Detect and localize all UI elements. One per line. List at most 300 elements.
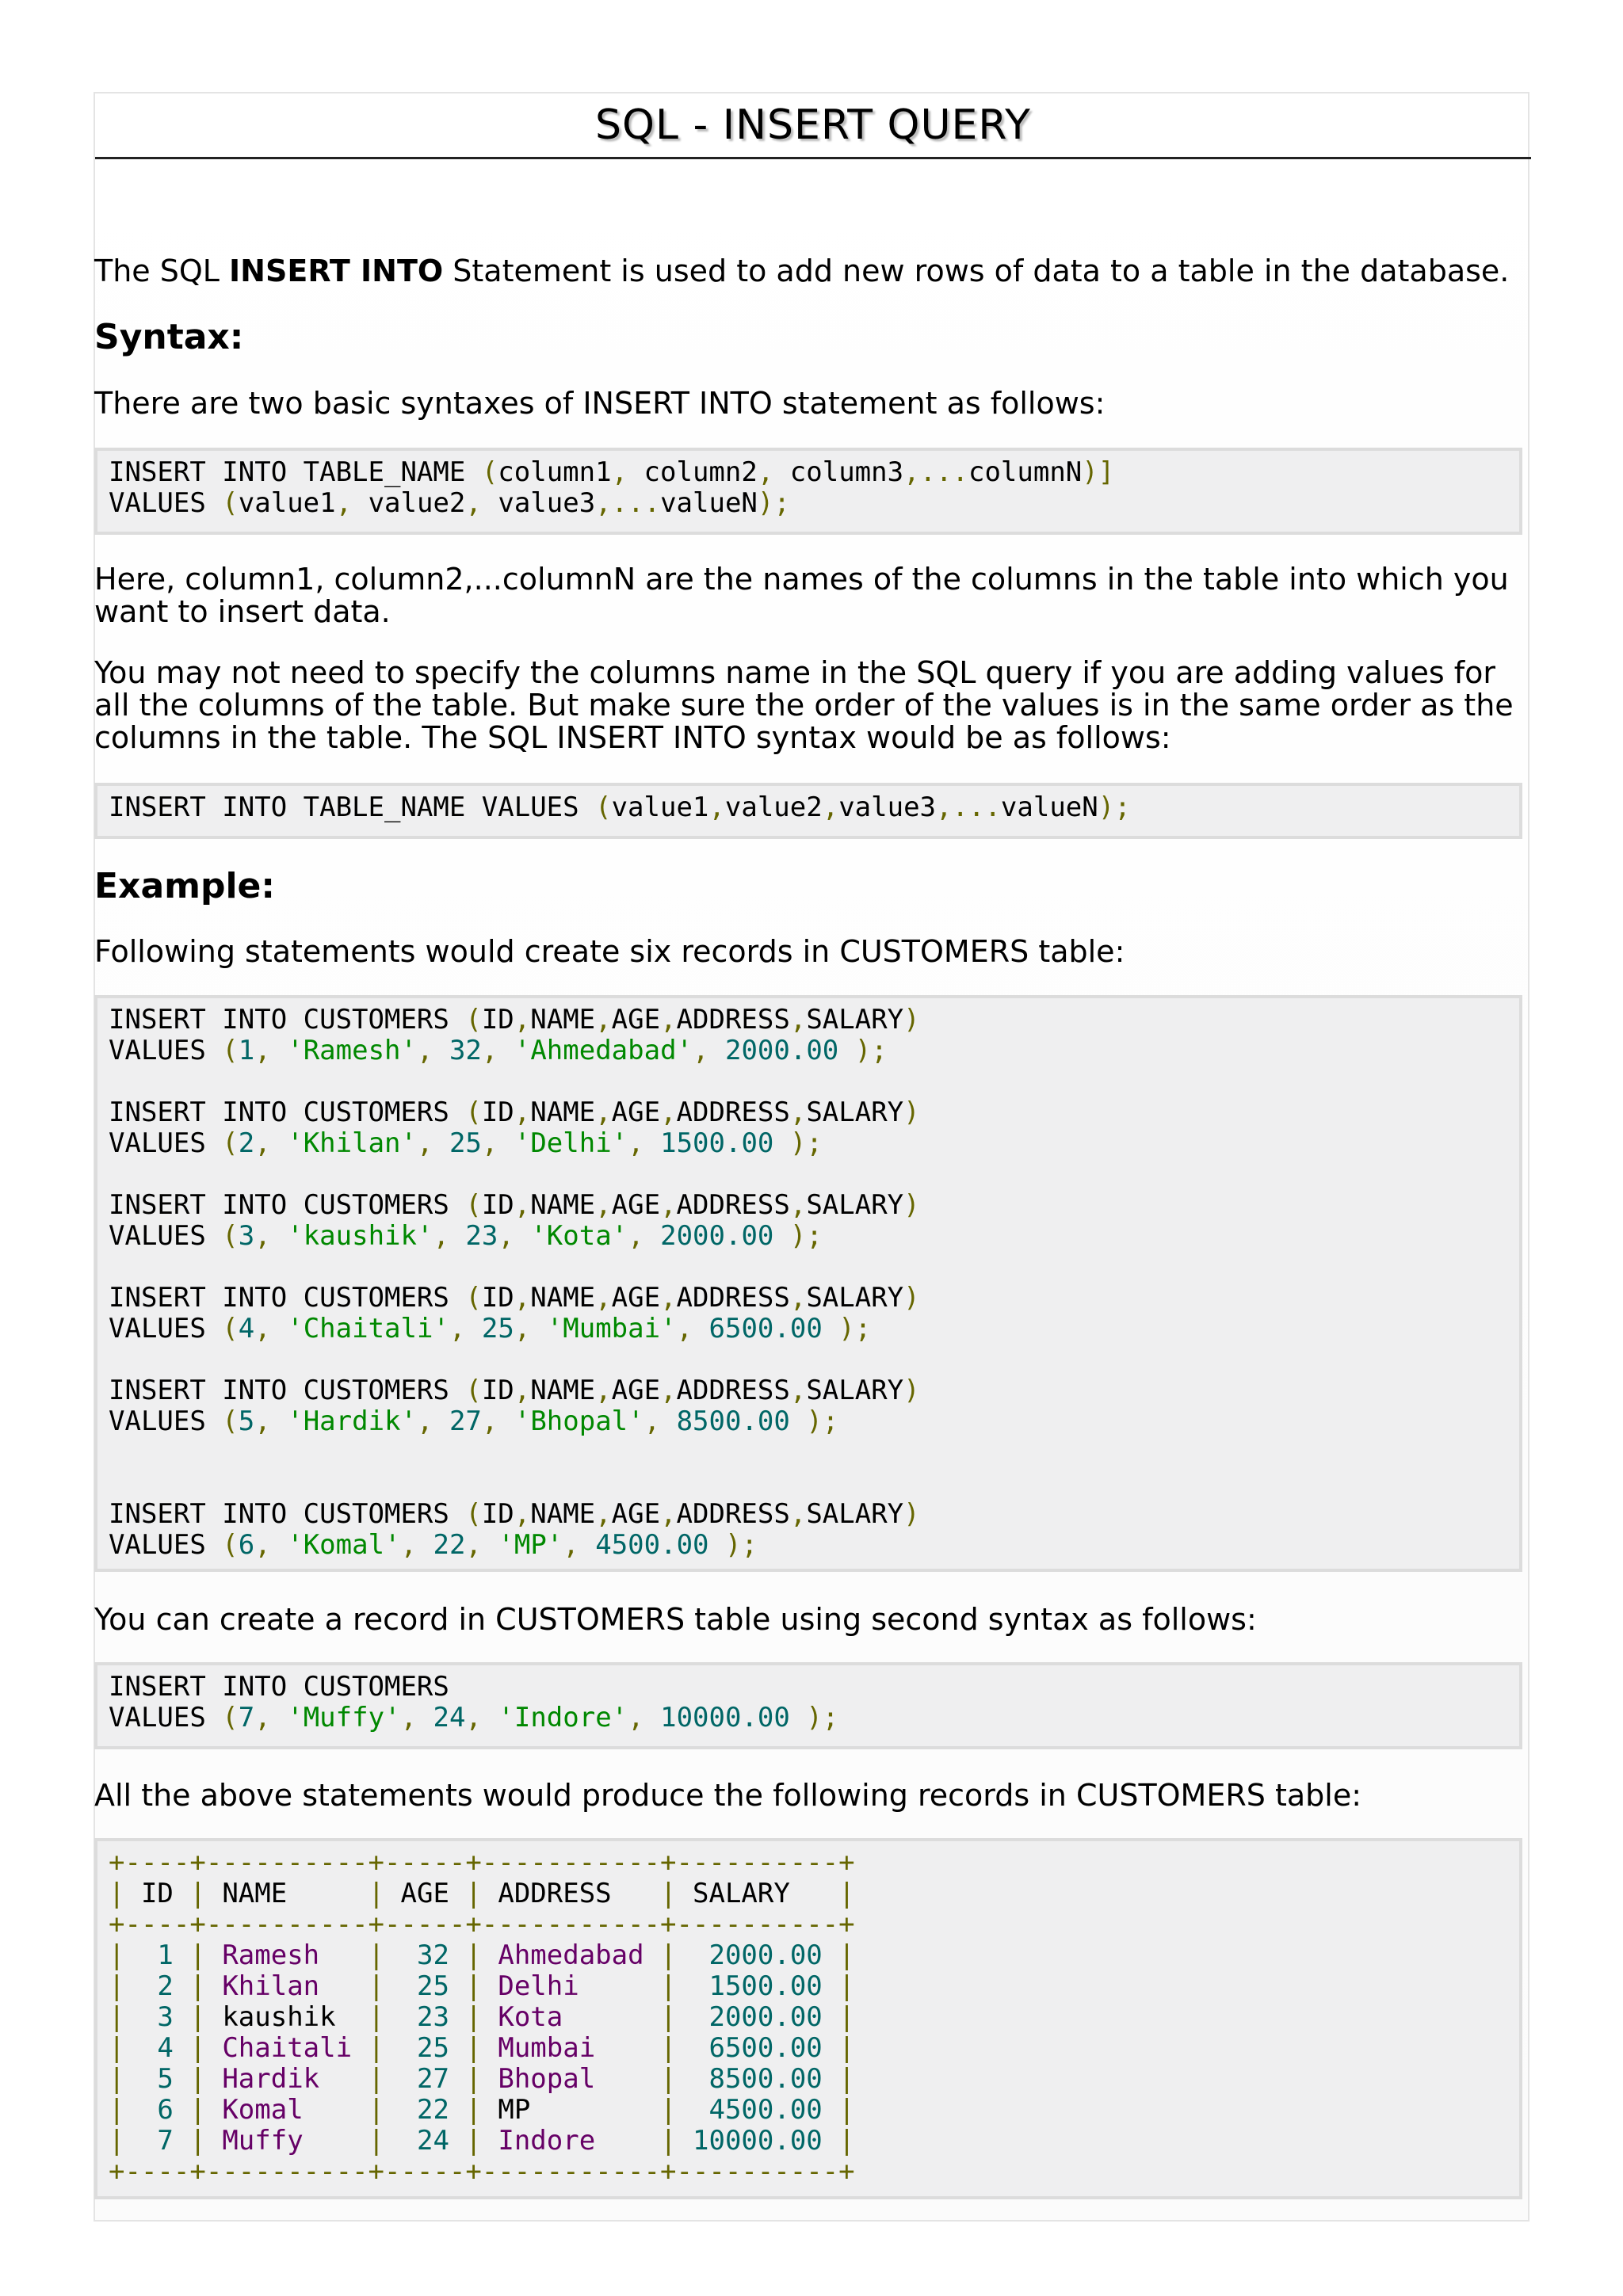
table-cell: 27 <box>384 2063 466 2095</box>
code-punct: , <box>514 1313 547 1344</box>
column-token: ( <box>465 1375 482 1406</box>
table-row <box>109 2064 1508 2095</box>
record-id: 1 <box>238 1035 255 1066</box>
column-token: , <box>789 1097 807 1128</box>
record-age: 32 <box>449 1035 482 1066</box>
column-token: , <box>660 1282 677 1314</box>
column-token: ID <box>481 1097 514 1128</box>
record-salary: 4500.00 <box>595 1529 709 1561</box>
result-intro: All the above statements would produce the following records in CUSTOMERS table: <box>94 1778 1362 1813</box>
values-keyword: VALUES <box>109 1529 223 1561</box>
table-cell: 2000.00 <box>676 2001 839 2033</box>
code-token: ,... <box>595 487 661 519</box>
insert-keyword: INSERT INTO CUSTOMERS <box>109 1189 466 1221</box>
table-row <box>109 1971 1508 2002</box>
table-cell: 2 <box>124 1970 190 2002</box>
record-address: 'MP' <box>498 1529 563 1561</box>
table-pipe: | <box>838 2125 855 2157</box>
code-punct: , <box>416 1405 449 1437</box>
column-token: , <box>595 1375 612 1406</box>
table-pipe: | <box>368 2001 385 2033</box>
code-punct: , <box>465 1529 498 1561</box>
table-pipe: | <box>838 2094 855 2126</box>
column-token: ) <box>903 1498 920 1530</box>
table-border-text: +----+----------+-----+-----------+----------+ <box>109 2156 855 2187</box>
column-token: NAME <box>530 1375 596 1406</box>
column-token: ADDRESS <box>676 1097 790 1128</box>
table-pipe: | <box>189 2094 206 2126</box>
values-keyword: VALUES <box>109 1405 223 1437</box>
table-cell: 24 <box>384 2125 466 2157</box>
table-cell: 6500.00 <box>676 2032 839 2064</box>
table-pipe: | <box>109 1939 125 1971</box>
code-token: , <box>465 487 482 519</box>
column-token: , <box>595 1498 612 1530</box>
record-name: 'Chaitali' <box>287 1313 449 1344</box>
values-keyword: VALUES <box>109 1313 223 1344</box>
code-punct: , <box>481 1127 514 1159</box>
code-token: ( <box>481 456 498 488</box>
column-token: SALARY <box>806 1097 904 1128</box>
record-salary: 1500.00 <box>660 1127 774 1159</box>
table-cell: Ramesh <box>205 1939 369 1971</box>
table-pipe: | <box>109 1970 125 2002</box>
code-punct: , <box>449 1313 482 1344</box>
second-values-line <box>109 1703 1508 1733</box>
column-token: , <box>595 1097 612 1128</box>
code-punct: ); <box>822 1313 872 1344</box>
column-token: ADDRESS <box>676 1004 790 1035</box>
example-code-block <box>94 995 1522 1572</box>
column-token: , <box>789 1282 807 1314</box>
table-cell: 22 <box>384 2094 466 2126</box>
table-cell: 4 <box>124 2032 190 2064</box>
column-token: NAME <box>530 1189 596 1221</box>
record-age: 25 <box>481 1313 514 1344</box>
table-pipe: | <box>660 1939 677 1971</box>
table-cell: Hardik <box>205 2063 369 2095</box>
table-pipe: | <box>368 2063 385 2095</box>
column-token: , <box>514 1004 531 1035</box>
column-token: ADDRESS <box>676 1282 790 1314</box>
column-token: ID <box>481 1282 514 1314</box>
code-punct: , <box>254 1035 288 1066</box>
column-token: ID <box>481 1498 514 1530</box>
table-pipe: | <box>660 2125 677 2157</box>
table-pipe: | <box>189 2125 206 2157</box>
code-token: column2 <box>628 456 758 488</box>
column-token: , <box>789 1498 807 1530</box>
record-id: 6 <box>238 1529 255 1561</box>
code-punct: ); <box>708 1529 758 1561</box>
column-token: , <box>514 1375 531 1406</box>
table-cell: Indore <box>481 2125 661 2157</box>
code-punct: , <box>693 1035 725 1066</box>
blank-line <box>109 1159 1508 1190</box>
table-pipe: | <box>368 2032 385 2064</box>
column-token: ID <box>481 1375 514 1406</box>
values-line <box>109 1035 1508 1066</box>
second-code-block <box>94 1662 1522 1749</box>
column-token: , <box>660 1375 677 1406</box>
insert-line <box>109 1190 1508 1221</box>
table-pipe: | <box>660 2094 677 2126</box>
code-token: , <box>757 456 774 488</box>
table-pipe: | <box>109 2001 125 2033</box>
column-token: , <box>595 1189 612 1221</box>
table-pipe: | <box>189 2001 206 2033</box>
record-id: 5 <box>238 1405 255 1437</box>
table-pipe: | <box>109 1878 125 1909</box>
column-token: NAME <box>530 1097 596 1128</box>
table-row <box>109 2095 1508 2126</box>
table-pipe: | <box>838 2032 855 2064</box>
table-cell: NAME <box>205 1878 369 1909</box>
order-paragraph: You may not need to specify the columns name in the SQL query if you are adding values for all the columns of the table. But make sure the order of the values is in the same order as the columns in the table. The SQL INSERT INTO syntax would be as follows: <box>94 655 1514 755</box>
code-token: ); <box>1098 791 1131 823</box>
intro-text-rest: Statement is used to add new rows of data to a table in the database. <box>443 254 1510 288</box>
code-token: , <box>611 456 628 488</box>
code-punct: ( <box>222 1529 239 1561</box>
column-token: , <box>789 1375 807 1406</box>
column-token: ADDRESS <box>676 1375 790 1406</box>
table-cell: 1 <box>124 1939 190 1971</box>
record-address: 'Kota' <box>530 1220 628 1252</box>
second-syntax-intro: You can create a record in CUSTOMERS table using second syntax as follows: <box>94 1602 1257 1637</box>
table-cell: Muffy <box>205 2125 369 2157</box>
table-pipe: | <box>660 2001 677 2033</box>
table-pipe: | <box>660 2032 677 2064</box>
code-punct: ( <box>222 1220 239 1252</box>
record-salary: 10000.00 <box>660 1702 790 1733</box>
column-token: , <box>660 1004 677 1035</box>
table-cell: Ahmedabad <box>481 1939 661 1971</box>
table-row <box>109 2033 1508 2064</box>
column-token: ) <box>903 1375 920 1406</box>
code-punct: , <box>416 1035 449 1066</box>
column-token: NAME <box>530 1282 596 1314</box>
table-cell: MP <box>481 2094 661 2126</box>
table-pipe: | <box>465 2001 482 2033</box>
insert-keyword: INSERT INTO CUSTOMERS <box>109 1375 466 1406</box>
insert-line <box>109 1005 1508 1035</box>
syntax-code-line <box>109 488 1508 519</box>
blank-line <box>109 1437 1508 1468</box>
syntax-code-line <box>109 457 1508 488</box>
record-address: 'Ahmedabad' <box>514 1035 693 1066</box>
code-punct: , <box>254 1127 288 1159</box>
insert-line <box>109 1283 1508 1314</box>
blank-line <box>109 1344 1508 1375</box>
insert-line <box>109 1097 1508 1128</box>
table-border <box>109 1848 1508 1878</box>
table-cell: 23 <box>384 2001 466 2033</box>
record-age: 25 <box>449 1127 482 1159</box>
code-token: value3 <box>481 487 596 519</box>
code-token: valueN <box>1000 791 1098 823</box>
code-token: , <box>335 487 353 519</box>
table-cell: 6 <box>124 2094 190 2126</box>
column-token: ) <box>903 1189 920 1221</box>
values-keyword: VALUES <box>109 1127 223 1159</box>
record-age: 23 <box>465 1220 498 1252</box>
table-cell: Komal <box>205 2094 369 2126</box>
record-age: 22 <box>433 1529 466 1561</box>
table-cell: 25 <box>384 1970 466 2002</box>
record-name: 'Hardik' <box>287 1405 417 1437</box>
record-name: 'Muffy' <box>287 1702 401 1733</box>
table-cell: Mumbai <box>481 2032 661 2064</box>
table-cell: 5 <box>124 2063 190 2095</box>
column-token: AGE <box>611 1189 661 1221</box>
code-punct: ( <box>222 1127 239 1159</box>
column-token: ( <box>465 1282 482 1314</box>
table-pipe: | <box>660 2063 677 2095</box>
code-token: ); <box>757 487 790 519</box>
table-pipe: | <box>465 2032 482 2064</box>
insert-keyword: INSERT INTO CUSTOMERS <box>109 1097 466 1128</box>
values-line <box>109 1406 1508 1437</box>
code-token: INSERT INTO TABLE_NAME VALUES <box>109 791 596 823</box>
result-table-block <box>94 1838 1522 2199</box>
table-border-text: +----+----------+-----+-----------+----------+ <box>109 1909 855 1940</box>
blank-line <box>109 1468 1508 1499</box>
code-punct: , <box>254 1220 288 1252</box>
table-pipe: | <box>368 1970 385 2002</box>
code-punct: , <box>254 1529 288 1561</box>
record-salary: 8500.00 <box>676 1405 790 1437</box>
record-address: 'Mumbai' <box>546 1313 677 1344</box>
page-title: SQL - INSERT QUERY <box>595 101 1031 149</box>
table-cell: kaushik <box>205 2001 369 2033</box>
record-address: 'Indore' <box>498 1702 628 1733</box>
values-keyword: VALUES <box>109 1035 223 1066</box>
record-age: 27 <box>449 1405 482 1437</box>
table-pipe: | <box>109 2094 125 2126</box>
column-token: ADDRESS <box>676 1189 790 1221</box>
table-cell: Chaitali <box>205 2032 369 2064</box>
column-token: ADDRESS <box>676 1498 790 1530</box>
column-token: , <box>514 1097 531 1128</box>
column-token: , <box>595 1282 612 1314</box>
column-token: , <box>514 1498 531 1530</box>
code-punct: ( <box>222 1405 239 1437</box>
table-cell: Kota <box>481 2001 661 2033</box>
column-token: , <box>660 1498 677 1530</box>
record-id: 7 <box>238 1702 255 1733</box>
column-token: SALARY <box>806 1282 904 1314</box>
record-id: 2 <box>238 1127 255 1159</box>
insert-line <box>109 1499 1508 1530</box>
column-token: AGE <box>611 1097 661 1128</box>
code-token: INSERT INTO TABLE_NAME <box>109 456 482 488</box>
column-token: SALARY <box>806 1375 904 1406</box>
table-cell: 32 <box>384 1939 466 1971</box>
table-cell: Bhopal <box>481 2063 661 2095</box>
column-token: AGE <box>611 1498 661 1530</box>
example-intro: Following statements would create six records in CUSTOMERS table: <box>94 934 1125 969</box>
column-token: , <box>660 1189 677 1221</box>
table-cell: 7 <box>124 2125 190 2157</box>
code-punct: , <box>498 1220 531 1252</box>
table-header <box>109 1878 1508 1909</box>
code-token: ( <box>222 487 239 519</box>
table-pipe: | <box>109 2063 125 2095</box>
column-token: ID <box>481 1004 514 1035</box>
table-row <box>109 2002 1508 2033</box>
table-pipe: | <box>838 1878 855 1909</box>
code-punct: , <box>433 1220 466 1252</box>
values-keyword: VALUES <box>109 1702 223 1733</box>
record-id: 4 <box>238 1313 255 1344</box>
code-punct: ); <box>773 1220 823 1252</box>
code-punct: , <box>254 1405 288 1437</box>
insert-keyword: INSERT INTO CUSTOMERS <box>109 1498 466 1530</box>
column-token: NAME <box>530 1004 596 1035</box>
blank-line <box>109 1066 1508 1097</box>
code-token: column1 <box>498 456 612 488</box>
code-token: columnN <box>968 456 1083 488</box>
table-pipe: | <box>465 1939 482 1971</box>
code-token: VALUES <box>109 487 223 519</box>
table-cell: Khilan <box>205 1970 369 2002</box>
column-token: , <box>514 1282 531 1314</box>
syntax-intro: There are two basic syntaxes of INSERT INTO statement as follows: <box>94 386 1106 421</box>
code-token: ,... <box>903 456 968 488</box>
code-punct: , <box>676 1313 709 1344</box>
column-token: AGE <box>611 1282 661 1314</box>
column-token: ( <box>465 1498 482 1530</box>
record-salary: 2000.00 <box>660 1220 774 1252</box>
column-token: , <box>595 1004 612 1035</box>
table-pipe: | <box>189 1939 206 1971</box>
record-age: 24 <box>433 1702 466 1733</box>
code-punct: , <box>481 1035 514 1066</box>
column-token: , <box>789 1189 807 1221</box>
record-name: 'kaushik' <box>287 1220 433 1252</box>
intro-keyword: INSERT INTO <box>229 254 444 288</box>
code-punct: , <box>416 1127 449 1159</box>
table-cell: 3 <box>124 2001 190 2033</box>
code-punct: ); <box>838 1035 888 1066</box>
table-cell: SALARY <box>676 1878 839 1909</box>
table-cell: Delhi <box>481 1970 661 2002</box>
table-cell: 25 <box>384 2032 466 2064</box>
code-punct: ); <box>789 1702 839 1733</box>
blank-line <box>109 1252 1508 1283</box>
table-pipe: | <box>189 2032 206 2064</box>
column-token: ( <box>465 1189 482 1221</box>
table-cell: 8500.00 <box>676 2063 839 2095</box>
table-pipe: | <box>189 1878 206 1909</box>
code-token: ( <box>595 791 612 823</box>
record-name: 'Khilan' <box>287 1127 417 1159</box>
record-address: 'Delhi' <box>514 1127 628 1159</box>
code-punct: ( <box>222 1035 239 1066</box>
code-token: valueN <box>660 487 758 519</box>
code-punct: ); <box>773 1127 823 1159</box>
code-punct: , <box>481 1405 514 1437</box>
intro-paragraph <box>94 255 1529 288</box>
record-salary: 6500.00 <box>708 1313 823 1344</box>
columns-paragraph: Here, column1, column2,...columnN are the names of the columns in the table into which you want to insert data. <box>94 562 1509 629</box>
table-pipe: | <box>189 2063 206 2095</box>
insert-line <box>109 1375 1508 1406</box>
code-punct: , <box>254 1313 288 1344</box>
values-line <box>109 1314 1508 1344</box>
values-line <box>109 1530 1508 1561</box>
values-line <box>109 1128 1508 1159</box>
table-cell: 1500.00 <box>676 1970 839 2002</box>
column-token: ) <box>903 1282 920 1314</box>
code-token: value1 <box>611 791 709 823</box>
table-pipe: | <box>368 2125 385 2157</box>
record-salary: 2000.00 <box>724 1035 839 1066</box>
record-address: 'Bhopal' <box>514 1405 644 1437</box>
code-token: value2 <box>724 791 823 823</box>
insert-keyword: INSERT INTO CUSTOMERS <box>109 1004 466 1035</box>
table-cell: ID <box>124 1878 190 1909</box>
code-punct: ( <box>222 1313 239 1344</box>
table-cell: 10000.00 <box>676 2125 839 2157</box>
record-name: 'Komal' <box>287 1529 401 1561</box>
table-pipe: | <box>838 1939 855 1971</box>
code-token: value2 <box>352 487 466 519</box>
code-punct: , <box>254 1702 288 1733</box>
code-punct: , <box>465 1702 498 1733</box>
column-token: AGE <box>611 1004 661 1035</box>
insert-keyword: INSERT INTO CUSTOMERS <box>109 1282 466 1314</box>
syntax-code-block-2 <box>94 783 1522 839</box>
code-punct: ); <box>789 1405 839 1437</box>
table-cell: AGE <box>384 1878 466 1909</box>
column-token: , <box>514 1189 531 1221</box>
column-token: AGE <box>611 1375 661 1406</box>
values-keyword: VALUES <box>109 1220 223 1252</box>
code-punct: , <box>563 1529 596 1561</box>
code-token: ,... <box>936 791 1001 823</box>
table-pipe: | <box>660 1878 677 1909</box>
code-punct: , <box>643 1405 677 1437</box>
table-pipe: | <box>368 1939 385 1971</box>
code-token: , <box>822 791 839 823</box>
code-token: column3 <box>773 456 904 488</box>
column-token: ( <box>465 1097 482 1128</box>
table-pipe: | <box>465 1878 482 1909</box>
table-pipe: | <box>189 1970 206 2002</box>
second-insert-line: INSERT INTO CUSTOMERS <box>109 1671 449 1703</box>
column-token: , <box>789 1004 807 1035</box>
table-pipe: | <box>109 2125 125 2157</box>
table-pipe: | <box>368 1878 385 1909</box>
table-pipe: | <box>838 1970 855 2002</box>
syntax-code-block-1 <box>94 448 1522 535</box>
table-border <box>109 1909 1508 1940</box>
record-name: 'Ramesh' <box>287 1035 417 1066</box>
table-pipe: | <box>465 1970 482 2002</box>
values-line <box>109 1221 1508 1252</box>
table-pipe: | <box>465 2063 482 2095</box>
column-token: ( <box>465 1004 482 1035</box>
code-punct: , <box>628 1702 661 1733</box>
title-bar <box>95 93 1531 159</box>
table-row <box>109 1940 1508 1971</box>
code-punct: , <box>628 1127 661 1159</box>
code-token: , <box>708 791 725 823</box>
table-pipe: | <box>465 2094 482 2126</box>
example-heading: Example: <box>94 866 275 906</box>
table-border <box>109 2157 1508 2187</box>
